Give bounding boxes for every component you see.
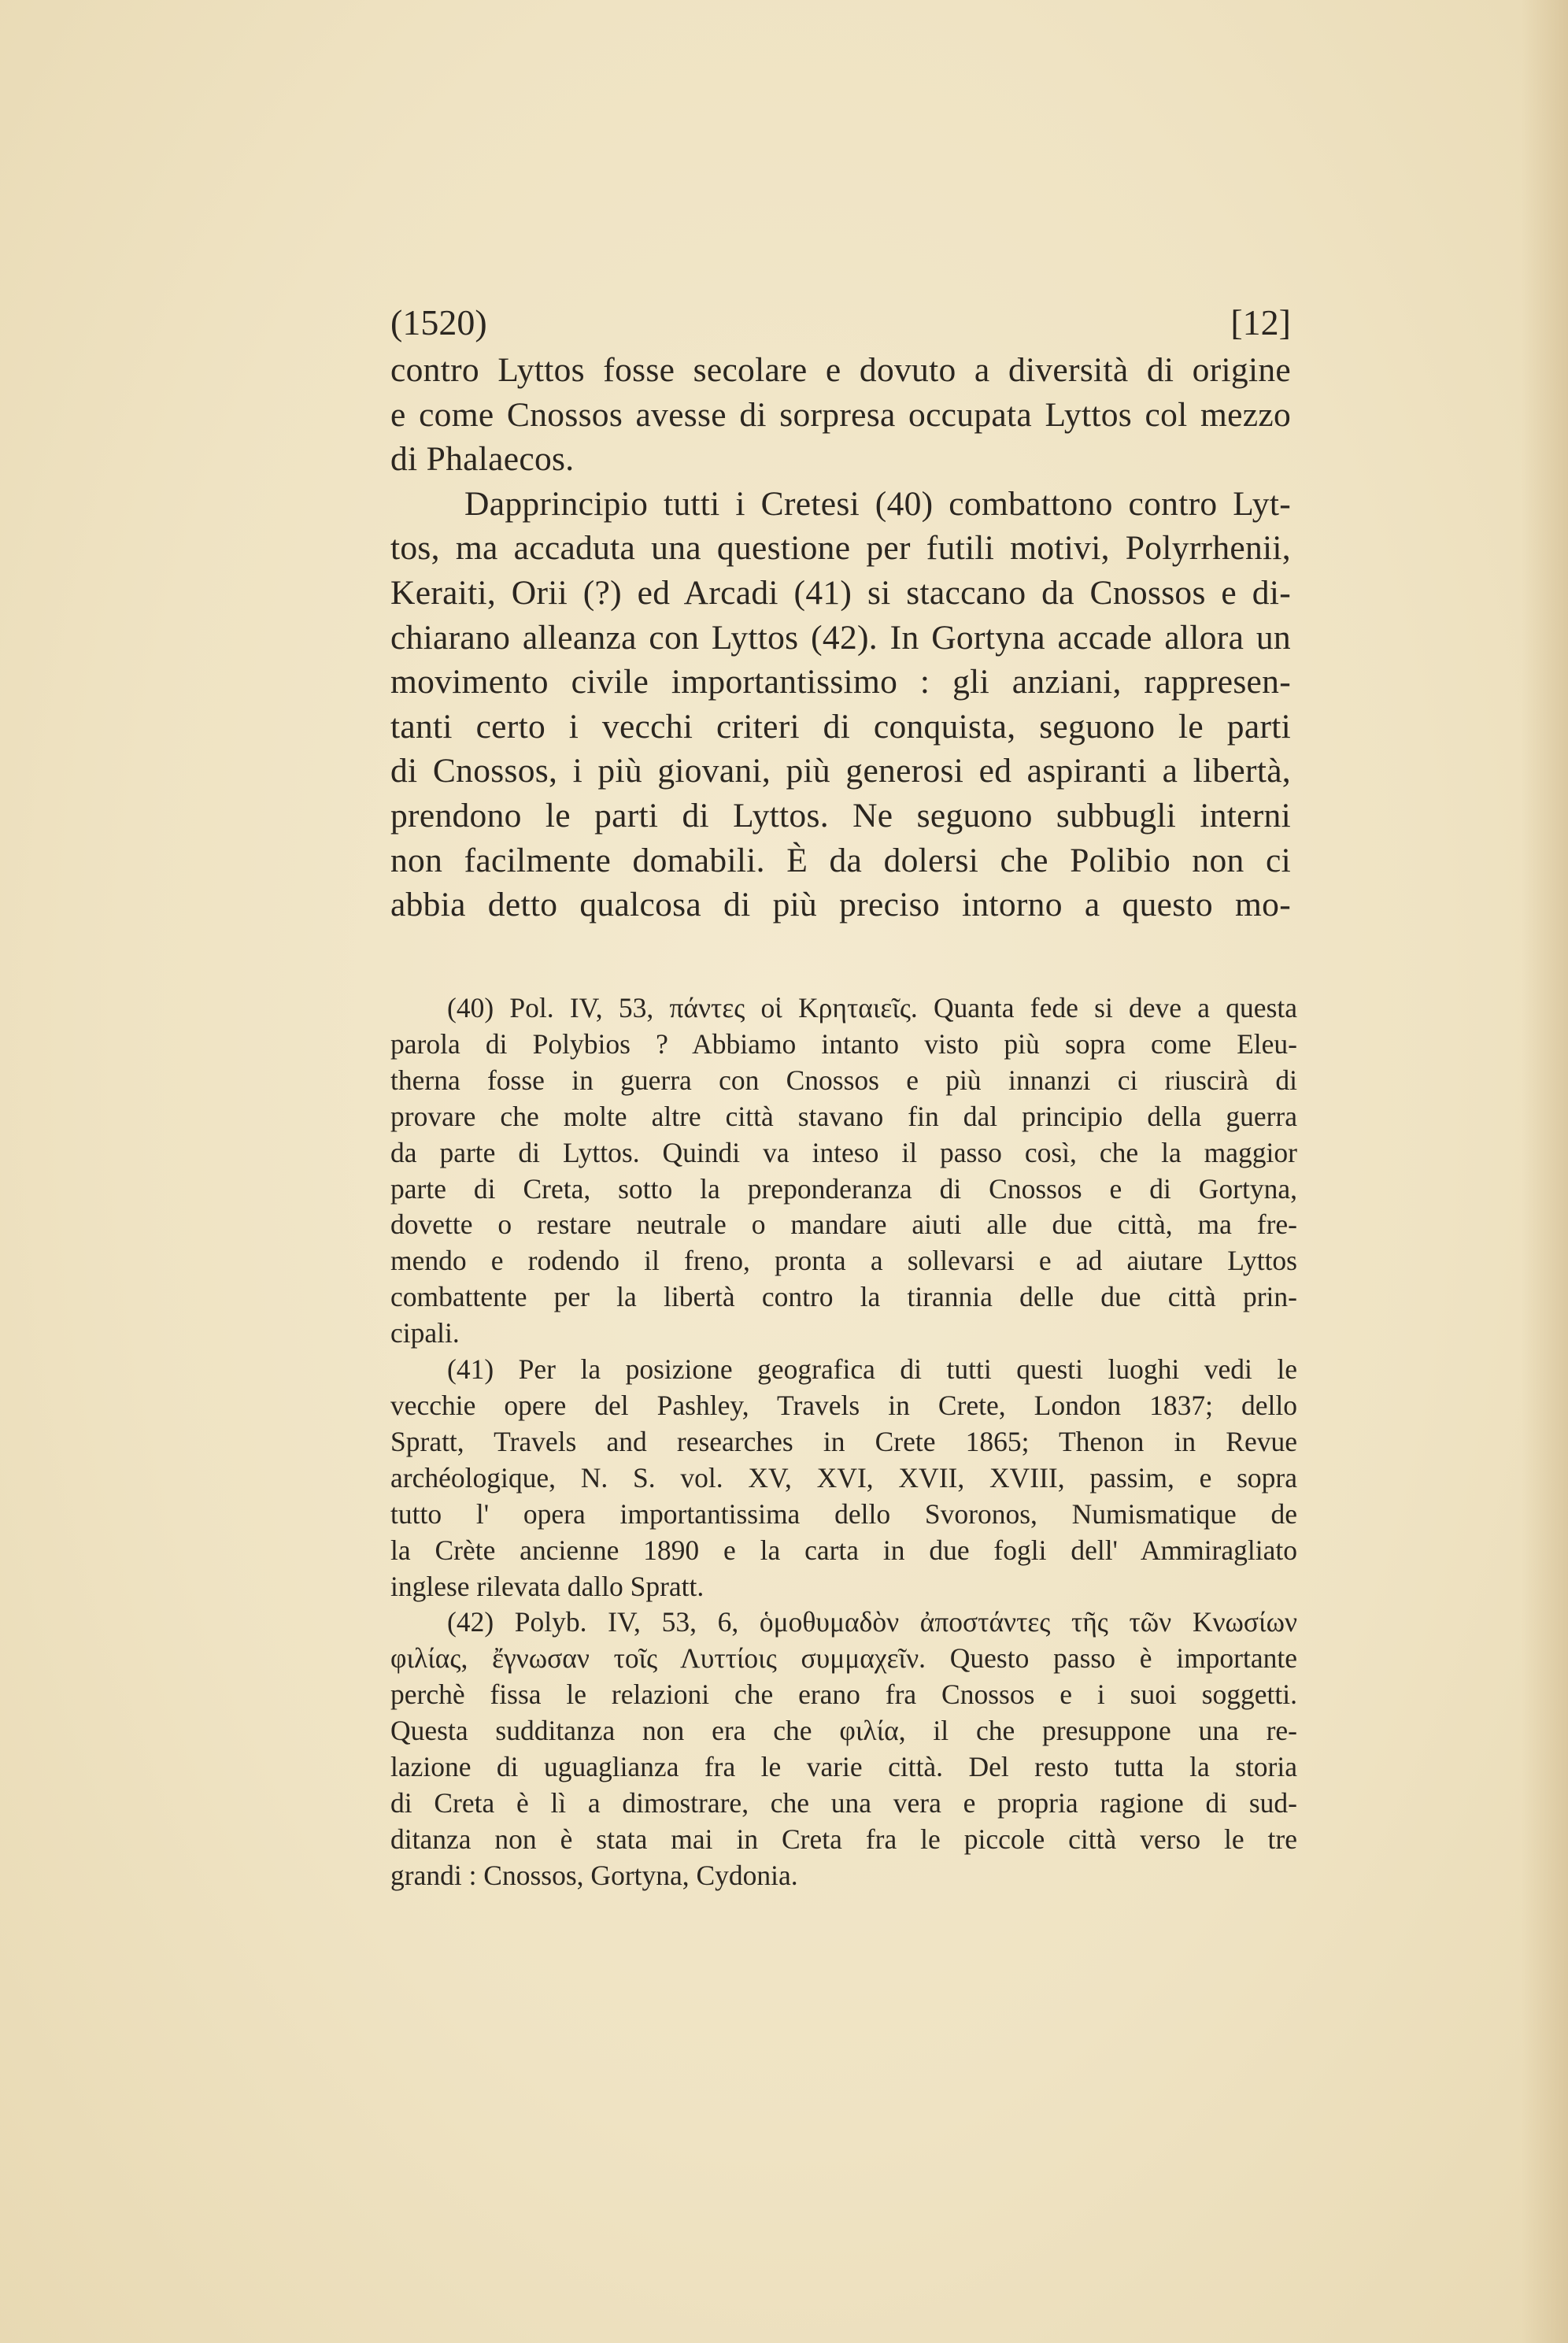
- footnote-line: di Creta è lì a dimostrare, che una vera e propria ragione di sud-: [390, 1786, 1297, 1819]
- footnote-line: (41) Per la posizione geografica di tutti questi luoghi vedi le: [447, 1353, 1297, 1386]
- body-line: contro Lyttos fosse secolare e dovuto a diversità di origine: [390, 351, 1291, 389]
- footnote-line: tutto l' opera importantissima dello Svoronos, Numismatique de: [390, 1497, 1297, 1530]
- footnote-line: mendo e rodendo il freno, pronta a sollevarsi e ad aiutare Lyttos: [390, 1245, 1297, 1277]
- footnote-line: da parte di Lyttos. Quindi va inteso il passo così, che la maggior: [390, 1136, 1297, 1168]
- body-line: prendono le parti di Lyttos. Ne seguono subbugli interni: [390, 796, 1291, 835]
- footnote-line: archéologique, N. S. vol. XV, XVI, XVII, XVIII, passim, e sopra: [390, 1461, 1297, 1494]
- footnotes: [390, 990, 1297, 1894]
- page-header: [390, 298, 1291, 348]
- body-line: Keraiti, Orii (?) ed Arcadi (41) si staccano da Cnossos e di-: [390, 573, 1291, 612]
- footnote-line: perchè fissa le relazioni che erano fra Cnossos e i suoi soggetti.: [390, 1679, 1297, 1711]
- footnote-line: vecchie opere del Pashley, Travels in Crete, London 1837; dello: [390, 1389, 1297, 1421]
- footnote-line: cipali.: [390, 1317, 460, 1349]
- footnote-line: (40) Pol. IV, 53, πάντες οἱ Κρηταιεῖς. Quanta fede si deve a questa: [447, 992, 1297, 1023]
- body-line: di Cnossos, i più giovani, più generosi ed aspiranti a libertà,: [390, 752, 1291, 790]
- body-line: chiarano alleanza con Lyttos (42). In Gortyna accade allora un: [390, 618, 1291, 657]
- body-line: movimento civile importantissimo : gli anziani, rappresen-: [390, 663, 1291, 701]
- footnote-line: dovette o restare neutrale o mandare aiuti alle due città, ma fre-: [390, 1209, 1297, 1241]
- footnote-line: inglese rilevata dallo Spratt.: [390, 1570, 704, 1602]
- body-line: abbia detto qualcosa di più preciso intorno a questo mo-: [390, 886, 1291, 924]
- footnote-line: Questa sudditanza non era che φιλία, il che presuppone una re-: [390, 1715, 1297, 1747]
- footnote-line: lazione di uguaglianza fra le varie città. Del resto tutta la storia: [390, 1751, 1297, 1783]
- page-edge-shadow: [1521, 0, 1568, 2343]
- footnote-42: [390, 1605, 1297, 1893]
- page-number-right: [12]: [1230, 302, 1291, 342]
- body-line: tos, ma accaduta una questione per futili motivi, Polyrrhenii,: [390, 529, 1291, 568]
- body-line: Dapprincipio tutti i Cretesi (40) combattono contro Lyt-: [464, 484, 1291, 523]
- footnote-line: provare che molte altre città stavano fin dal principio della guerra: [390, 1100, 1297, 1132]
- footnote-line: parte di Creta, sotto la preponderanza di Cnossos e di Gortyna,: [390, 1172, 1297, 1205]
- footnote-line: (42) Polyb. IV, 53, 6, ὁμοθυμαδὸν ἀποστάντες τῆς τῶν Κνωσίων: [447, 1606, 1297, 1638]
- footnote-line: Spratt, Travels and researches in Crete 1865; Thenon in Revue: [390, 1425, 1297, 1457]
- footnote-line: parola di Polybios ? Abbiamo intanto visto più sopra come Eleu-: [390, 1027, 1297, 1060]
- body-line: tanti certo i vecchi criteri di conquista, seguono le parti: [390, 707, 1291, 746]
- page-number-left: (1520): [390, 302, 487, 342]
- body-line: di Phalaecos.: [390, 440, 575, 479]
- main-text-block: [390, 298, 1291, 927]
- footnote-40: [390, 990, 1297, 1352]
- footnote-line: combattente per la libertà contro la tirannia delle due città prin-: [390, 1281, 1297, 1313]
- body-line: non facilmente domabili. È da dolersi che Polibio non ci: [390, 841, 1291, 879]
- footnote-line: therna fosse in guerra con Cnossos e più innanzi ci riuscirà di: [390, 1064, 1297, 1096]
- body-paragraphs: [390, 348, 1291, 927]
- footnote-line: ditanza non è stata mai in Creta fra le piccole città verso le tre: [390, 1823, 1297, 1855]
- footnote-line: la Crète ancienne 1890 e la carta in due fogli dell' Ammiragliato: [390, 1534, 1297, 1566]
- footnote-41: [390, 1352, 1297, 1605]
- footnote-line: φιλίας, ἔγνωσαν τοῖς Λυττίοις συμμαχεῖν. Questo passo è importante: [390, 1642, 1297, 1675]
- body-line: e come Cnossos avesse di sorpresa occupata Lyttos col mezzo: [390, 395, 1291, 434]
- footnote-line: grandi : Cnossos, Gortyna, Cydonia.: [390, 1859, 798, 1891]
